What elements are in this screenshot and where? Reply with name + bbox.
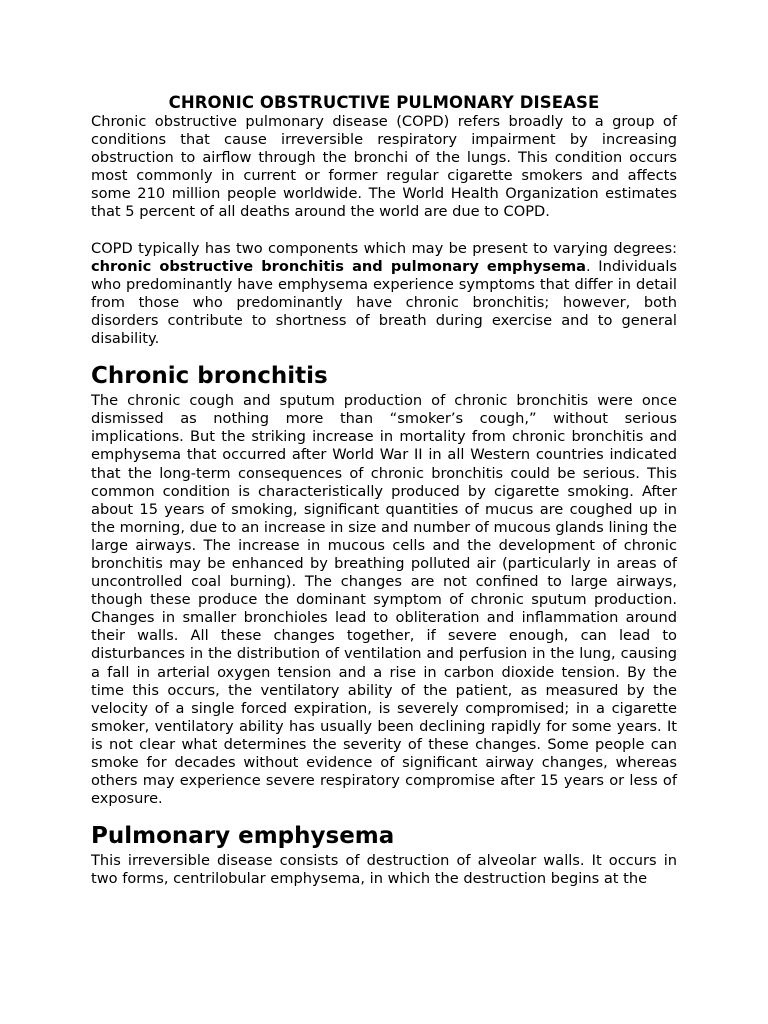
document-page [91, 93, 677, 888]
components-paragraph [91, 240, 677, 349]
document-title: CHRONIC OBSTRUCTIVE PULMONARY DISEASE [168, 93, 600, 112]
components-text-rest: . Individuals who predominantly have emphysema experience symptoms that differ in detail from those who predominantly have chronic bronchitis; however, both disorders contribute to shortness of breath during exercise and to general disability. [91, 257, 677, 348]
heading-chronic-bronchitis: Chronic bronchitis [91, 363, 328, 390]
emphysema-paragraph: This irreversible disease consists of destruction of alveolar walls. It occurs in two forms, centrilobular emphysema, in which the destruction begins at the [91, 852, 677, 888]
bronchitis-paragraph: The chronic cough and sputum production of chronic bronchitis were once dismissed as nothing more than “smoker’s cough,” without serious implications. But the striking increase in mortality from chronic bronchitis and emphysema that occurred after World War II in all Western countries indicated that the long-term consequences of chronic bronchitis could be serious. This common condition is characteristically produced by cigarette smoking. After about 15 years of smoking, significant quantities of mucus are coughed up in the morning, due to an increase in size and number of mucous glands lining the large airways. The increase in mucous cells and the development of chronic bronchitis may be enhanced by breathing polluted air (particularly in areas of uncontrolled coal burning). The changes are not confined to large airways, though these produce the dominant symptom of chronic sputum production. Changes in smaller bronchioles lead to obliteration and inflammation around their walls. All these changes together, if severe enough, can lead to disturbances in the distribution of ventilation and perfusion in the lung, causing a fall in arterial oxygen tension and a rise in carbon dioxide tension. By the time this occurs, the ventilatory ability of the patient, as measured by the velocity of a single forced expiration, is severely compromised; in a cigarette smoker, ventilatory ability has usually been declining rapidly for some years. It is not clear what determines the severity of these changes. Some people can smoke for decades without evidence of significant airway changes, whereas others may experience severe respiratory compromise after 15 years or less of exposure. [91, 392, 677, 808]
heading-pulmonary-emphysema: Pulmonary emphysema [91, 823, 395, 850]
components-text-lead: COPD typically has two components which may be present to varying degrees: [91, 239, 677, 257]
components-bold-terms: chronic obstructive bronchitis and pulmonary emphysema [91, 257, 587, 275]
intro-paragraph: Chronic obstructive pulmonary disease (COPD) refers broadly to a group of conditions that cause irreversible respiratory impairment by increasing obstruction to airflow through the bronchi of the lungs. This condition occurs most commonly in current or former regular cigarette smokers and affects some 210 million people worldwide. The World Health Organization estimates that 5 percent of all deaths around the world are due to COPD. [91, 113, 677, 221]
paragraph-spacer [91, 222, 677, 240]
